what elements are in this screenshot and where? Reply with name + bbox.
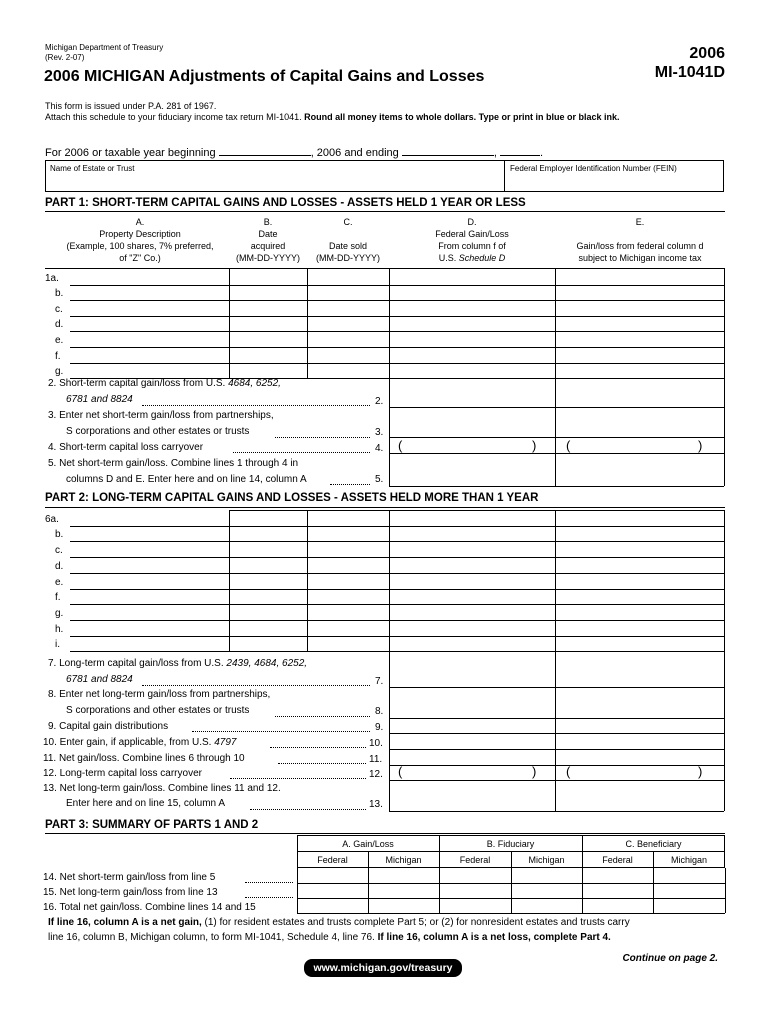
- line14-leader: [245, 882, 293, 883]
- part1-amount-rule: [389, 407, 724, 408]
- line10-label: 10. Enter gain, if applicable, from U.S.: [43, 737, 212, 748]
- line7-forms: 2439, 4684, 6252,: [226, 658, 308, 669]
- part1-amount-rule: [389, 437, 724, 438]
- line12-colD-close-paren: ): [532, 764, 537, 779]
- agency-name: Michigan Department of Treasury: [45, 43, 164, 52]
- line2-text: [48, 378, 281, 389]
- line2-number: 2.: [375, 396, 384, 407]
- part2-row-label: f.: [55, 592, 61, 604]
- line3-leader: [275, 437, 370, 438]
- line5-leader: [330, 484, 370, 485]
- part2-desc-field[interactable]: [71, 590, 227, 603]
- part3-colC-header: C. Beneficiary: [625, 839, 682, 849]
- line2-leader: [142, 405, 370, 406]
- issued-text: This form is issued under P.A. 281 of 1967.: [45, 101, 217, 111]
- part2-desc-field[interactable]: [71, 606, 227, 619]
- form-title: 2006 MICHIGAN Adjustments of Capital Gains and Losses: [44, 68, 485, 85]
- line12-leader: [230, 778, 366, 779]
- tax-year-period: .: [539, 147, 544, 159]
- part1-row-label: e.: [55, 335, 64, 346]
- line12-colE-open-paren: (: [566, 764, 571, 779]
- line15-leader: [245, 897, 293, 898]
- tax-year-mid: , 2006 and ending: [310, 147, 399, 159]
- tax-year-comma: ,: [493, 147, 497, 159]
- part3-colB-header: B. Fiduciary: [486, 839, 535, 849]
- part3-amount-field[interactable]: [298, 899, 367, 912]
- part2-heading: PART 2: LONG-TERM CAPITAL GAINS AND LOSSES - ASSETS HELD MORE THAN 1 YEAR: [45, 492, 539, 504]
- part2-desc-field[interactable]: [71, 637, 227, 650]
- tax-year-end-field[interactable]: [402, 145, 494, 156]
- colC-format: (MM-DD-YYYY): [316, 253, 380, 263]
- part3-amount-field[interactable]: [512, 869, 581, 882]
- part1-colD-left: [389, 378, 390, 486]
- part1-desc-field[interactable]: [71, 333, 227, 346]
- name-of-estate-field[interactable]: [48, 174, 500, 190]
- part1-colB-header: [230, 216, 306, 264]
- line4-number: 4.: [375, 443, 384, 454]
- part2-grid-top: [229, 510, 724, 511]
- part3-amount-field[interactable]: [298, 884, 367, 897]
- colD-us: U.S.: [438, 253, 457, 263]
- attach-plain: Attach this schedule to your fiduciary income tax return MI-1041.: [45, 112, 302, 122]
- part2-amount-rule: [389, 811, 724, 812]
- part1-desc-field[interactable]: [71, 364, 227, 377]
- line8-text-2: S corporations and other estates or trusts: [66, 705, 250, 716]
- part1-colE-left: [555, 378, 556, 486]
- colA-letter: A.: [135, 217, 145, 227]
- colA-title: Property Description: [99, 229, 181, 239]
- part1-heading: PART 1: SHORT-TERM CAPITAL GAINS AND LOSSES - ASSETS HELD 1 YEAR OR LESS: [45, 197, 526, 209]
- line5-text-2: columns D and E. Enter here and on line 14, column A: [66, 474, 307, 485]
- colE-title: Gain/loss from federal column d: [576, 241, 704, 251]
- colA-example2: of "Z" Co.): [119, 253, 161, 263]
- part1-row-label: 1a.: [45, 272, 59, 284]
- line3-number: 3.: [375, 427, 384, 438]
- line5-text: 5. Net short-term gain/loss. Combine lines 1 through 4 in: [48, 458, 299, 469]
- line2-forms-2: 6781 and 8824: [66, 394, 133, 405]
- part3-A-federal: Federal: [317, 855, 348, 865]
- tax-year-label: For 2006 or taxable year beginning: [45, 147, 216, 159]
- part3-amount-field[interactable]: [440, 869, 510, 882]
- part1-colC-header: [308, 216, 388, 264]
- part3-B-michigan: Michigan: [528, 855, 565, 865]
- part1-row-label: g.: [55, 366, 64, 378]
- line8-text: 8. Enter net long-term gain/loss from partnerships,: [48, 689, 271, 700]
- line10-text: [43, 737, 236, 748]
- part2-row-label: i.: [55, 639, 60, 651]
- colB-title: Date: [258, 229, 278, 239]
- colD-title: Federal Gain/Loss: [435, 229, 509, 239]
- part1-colE-right: [724, 378, 725, 486]
- colC-letter: C.: [343, 217, 353, 227]
- colB-letter: B.: [263, 217, 273, 227]
- note-bold-1: If line 16, column A is a net gain,: [48, 917, 202, 928]
- revision-date: (Rev. 2-07): [45, 53, 85, 62]
- part2-row-label: c.: [55, 545, 63, 557]
- part3-amount-field[interactable]: [654, 869, 724, 882]
- part1-row-label: d.: [55, 319, 64, 331]
- note-regular-2: line 16, column B, Michigan column, to form MI-1041, Schedule 4, line 76.: [48, 932, 375, 943]
- part2-row-label: e.: [55, 576, 64, 588]
- colD-source: From column f of: [438, 241, 506, 251]
- colA-example: (Example, 100 shares, 7% preferred,: [66, 241, 214, 251]
- part1-row-label: f.: [55, 350, 61, 362]
- attach-bold: Round all money items to whole dollars. Type or print in blue or black ink.: [304, 112, 620, 122]
- line9-leader: [192, 731, 370, 732]
- attach-text: [45, 112, 620, 122]
- line10-leader: [270, 747, 366, 748]
- line2-forms: 4684, 6252,: [228, 378, 281, 389]
- line10-number: 10.: [369, 738, 383, 749]
- part3-amount-field[interactable]: [583, 884, 652, 897]
- part3-amount-field[interactable]: [369, 884, 438, 897]
- continue-note: Continue on page 2.: [622, 953, 718, 964]
- line11-text: 11. Net gain/loss. Combine lines 6 through 10: [43, 753, 245, 764]
- part3-colA-header: A. Gain/Loss: [342, 839, 394, 849]
- fein-label: Federal Employer Identification Number (FEIN): [510, 164, 677, 173]
- line5-number: 5.: [375, 474, 384, 485]
- tax-year-end-year-field[interactable]: [500, 145, 540, 156]
- part3-C-michigan: Michigan: [670, 855, 708, 865]
- line9-number: 9.: [375, 722, 384, 733]
- part2-desc-field[interactable]: [71, 575, 227, 588]
- part2-row-label: b.: [55, 529, 64, 541]
- part1-desc-field[interactable]: [71, 302, 227, 315]
- part3-amount-field[interactable]: [369, 899, 438, 912]
- part3-amount-field[interactable]: [583, 899, 652, 912]
- part3-C-federal: Federal: [602, 855, 633, 865]
- part3-amount-field[interactable]: [440, 899, 510, 912]
- part3-note-line1: [48, 917, 630, 928]
- form-number: MI-1041D: [654, 64, 725, 81]
- line7-forms-2: 6781 and 8824: [66, 674, 133, 685]
- part2-amount-rule: [389, 687, 724, 688]
- part1-colE-header: [556, 216, 724, 264]
- line3-text-2: S corporations and other estates or trusts: [66, 426, 250, 437]
- part3-amount-field[interactable]: [512, 884, 581, 897]
- line7-label: 7. Long-term capital gain/loss from U.S.: [48, 658, 224, 669]
- part2-desc-field[interactable]: [71, 527, 227, 540]
- part2-desc-field[interactable]: [71, 543, 227, 556]
- part3-heading: PART 3: SUMMARY OF PARTS 1 AND 2: [45, 819, 259, 831]
- colE-letter: E.: [635, 217, 645, 227]
- treasury-url[interactable]: www.michigan.gov/treasury: [304, 959, 462, 977]
- part2-row-label: d.: [55, 560, 64, 572]
- colD-letter: D.: [467, 217, 477, 227]
- part3-amount-field[interactable]: [440, 884, 510, 897]
- part3-B-federal: Federal: [459, 855, 491, 865]
- line4-colE-close-paren: ): [698, 438, 703, 453]
- line14-text: 14. Net short-term gain/loss from line 5: [43, 872, 216, 883]
- part3-row-rule: [297, 913, 725, 914]
- note-bold-2: If line 16, column A is a net loss, complete Part 4.: [374, 932, 611, 943]
- part2-row-label: 6a.: [45, 513, 59, 525]
- part1-rule: [45, 211, 725, 212]
- part2-desc-field[interactable]: [71, 559, 227, 572]
- line2-label: 2. Short-term capital gain/loss from U.S.: [48, 378, 226, 389]
- line13-number: 13.: [369, 799, 383, 810]
- part3-amount-field[interactable]: [583, 869, 652, 882]
- colB-format: (MM-DD-YYYY): [236, 253, 300, 263]
- name-fein-divider: [504, 160, 505, 192]
- line11-leader: [278, 763, 366, 764]
- part1-colD-header: [390, 216, 554, 264]
- line12-number: 12.: [369, 769, 383, 780]
- line7-text: [48, 658, 307, 669]
- part1-row-label: c.: [55, 303, 63, 315]
- part2-col-divider: [389, 510, 390, 651]
- part3-A-michigan: Michigan: [385, 855, 422, 865]
- part2-amount-rule: [389, 718, 724, 719]
- part2-amount-rule: [389, 780, 724, 781]
- part3-rule: [45, 833, 725, 834]
- line11-number: 11.: [369, 754, 383, 765]
- colD-source2: [390, 252, 554, 264]
- part1-col-divider: [724, 268, 725, 378]
- part2-row-label: h.: [55, 623, 64, 635]
- part3-amount-field[interactable]: [654, 899, 724, 912]
- form-year: 2006: [689, 45, 725, 62]
- part3-amount-field[interactable]: [298, 869, 367, 882]
- part2-colD-left: [389, 651, 390, 811]
- part1-desc-field[interactable]: [71, 349, 227, 362]
- part1-amount-rule: [389, 453, 724, 454]
- line8-leader: [275, 716, 370, 717]
- part2-colE-right: [724, 651, 725, 811]
- part3-col-divider: [725, 868, 726, 913]
- part3-note-line2: [48, 932, 611, 943]
- part3-amount-field[interactable]: [512, 899, 581, 912]
- part2-desc-field[interactable]: [71, 622, 227, 635]
- part3-amount-field[interactable]: [654, 884, 724, 897]
- part2-col-divider: [307, 510, 308, 651]
- line4-colD-open-paren: (: [398, 438, 403, 453]
- part2-colE-left: [555, 651, 556, 811]
- line7-leader: [142, 685, 370, 686]
- part1-header-bottom: [45, 268, 724, 269]
- part2-row-rule: [70, 651, 724, 652]
- part2-desc-field[interactable]: [71, 512, 227, 525]
- line9-text: 9. Capital gain distributions: [48, 721, 169, 732]
- part2-col-divider: [555, 510, 556, 651]
- part2-row-label: g.: [55, 607, 64, 619]
- part1-row-label: b.: [55, 288, 64, 300]
- part2-amount-rule: [389, 765, 724, 766]
- tax-year-line: [45, 145, 543, 159]
- part1-desc-field[interactable]: [71, 271, 227, 284]
- part2-col-divider: [724, 510, 725, 651]
- line12-text: 12. Long-term capital loss carryover: [43, 768, 202, 779]
- line3-text: 3. Enter net short-term gain/loss from partnerships,: [48, 410, 274, 421]
- line4-leader: [233, 452, 370, 453]
- line4-colE-open-paren: (: [566, 438, 571, 453]
- line12-colD-open-paren: (: [398, 764, 403, 779]
- line10-form: 4797: [214, 737, 237, 748]
- part2-amount-rule: [389, 749, 724, 750]
- line4-colD-close-paren: ): [532, 438, 537, 453]
- part3-amount-field[interactable]: [369, 869, 438, 882]
- line8-number: 8.: [375, 706, 384, 717]
- fein-field[interactable]: [508, 174, 720, 190]
- colD-schedule: Schedule D: [458, 253, 506, 263]
- line13-text-2: Enter here and on line 15, column A: [66, 798, 225, 809]
- line15-text: 15. Net long-term gain/loss from line 13: [43, 887, 218, 898]
- line12-colE-close-paren: ): [698, 764, 703, 779]
- line13-text: 13. Net long-term gain/loss. Combine lines 11 and 12.: [43, 783, 281, 794]
- colB-title2: acquired: [250, 241, 286, 251]
- part1-desc-field[interactable]: [71, 286, 227, 299]
- colE-title2: subject to Michigan income tax: [578, 253, 702, 263]
- part1-amount-rule: [389, 486, 724, 487]
- line7-number: 7.: [375, 676, 384, 687]
- tax-year-begin-field[interactable]: [219, 145, 311, 156]
- part1-colA-header: [55, 216, 225, 264]
- line4-text: 4. Short-term capital loss carryover: [48, 442, 204, 453]
- name-of-estate-label: Name of Estate or Trust: [50, 164, 135, 173]
- line16-text: 16. Total net gain/loss. Combine lines 14 and 15: [43, 902, 256, 913]
- part2-rule: [45, 507, 725, 508]
- part2-col-divider: [229, 510, 230, 651]
- line13-leader: [250, 809, 366, 810]
- note-regular-1: (1) for resident estates and trusts complete Part 5; or (2) for nonresident estates and trusts carry: [201, 917, 630, 928]
- part1-desc-field[interactable]: [71, 317, 227, 330]
- colC-title: Date sold: [328, 241, 368, 251]
- part2-amount-rule: [389, 733, 724, 734]
